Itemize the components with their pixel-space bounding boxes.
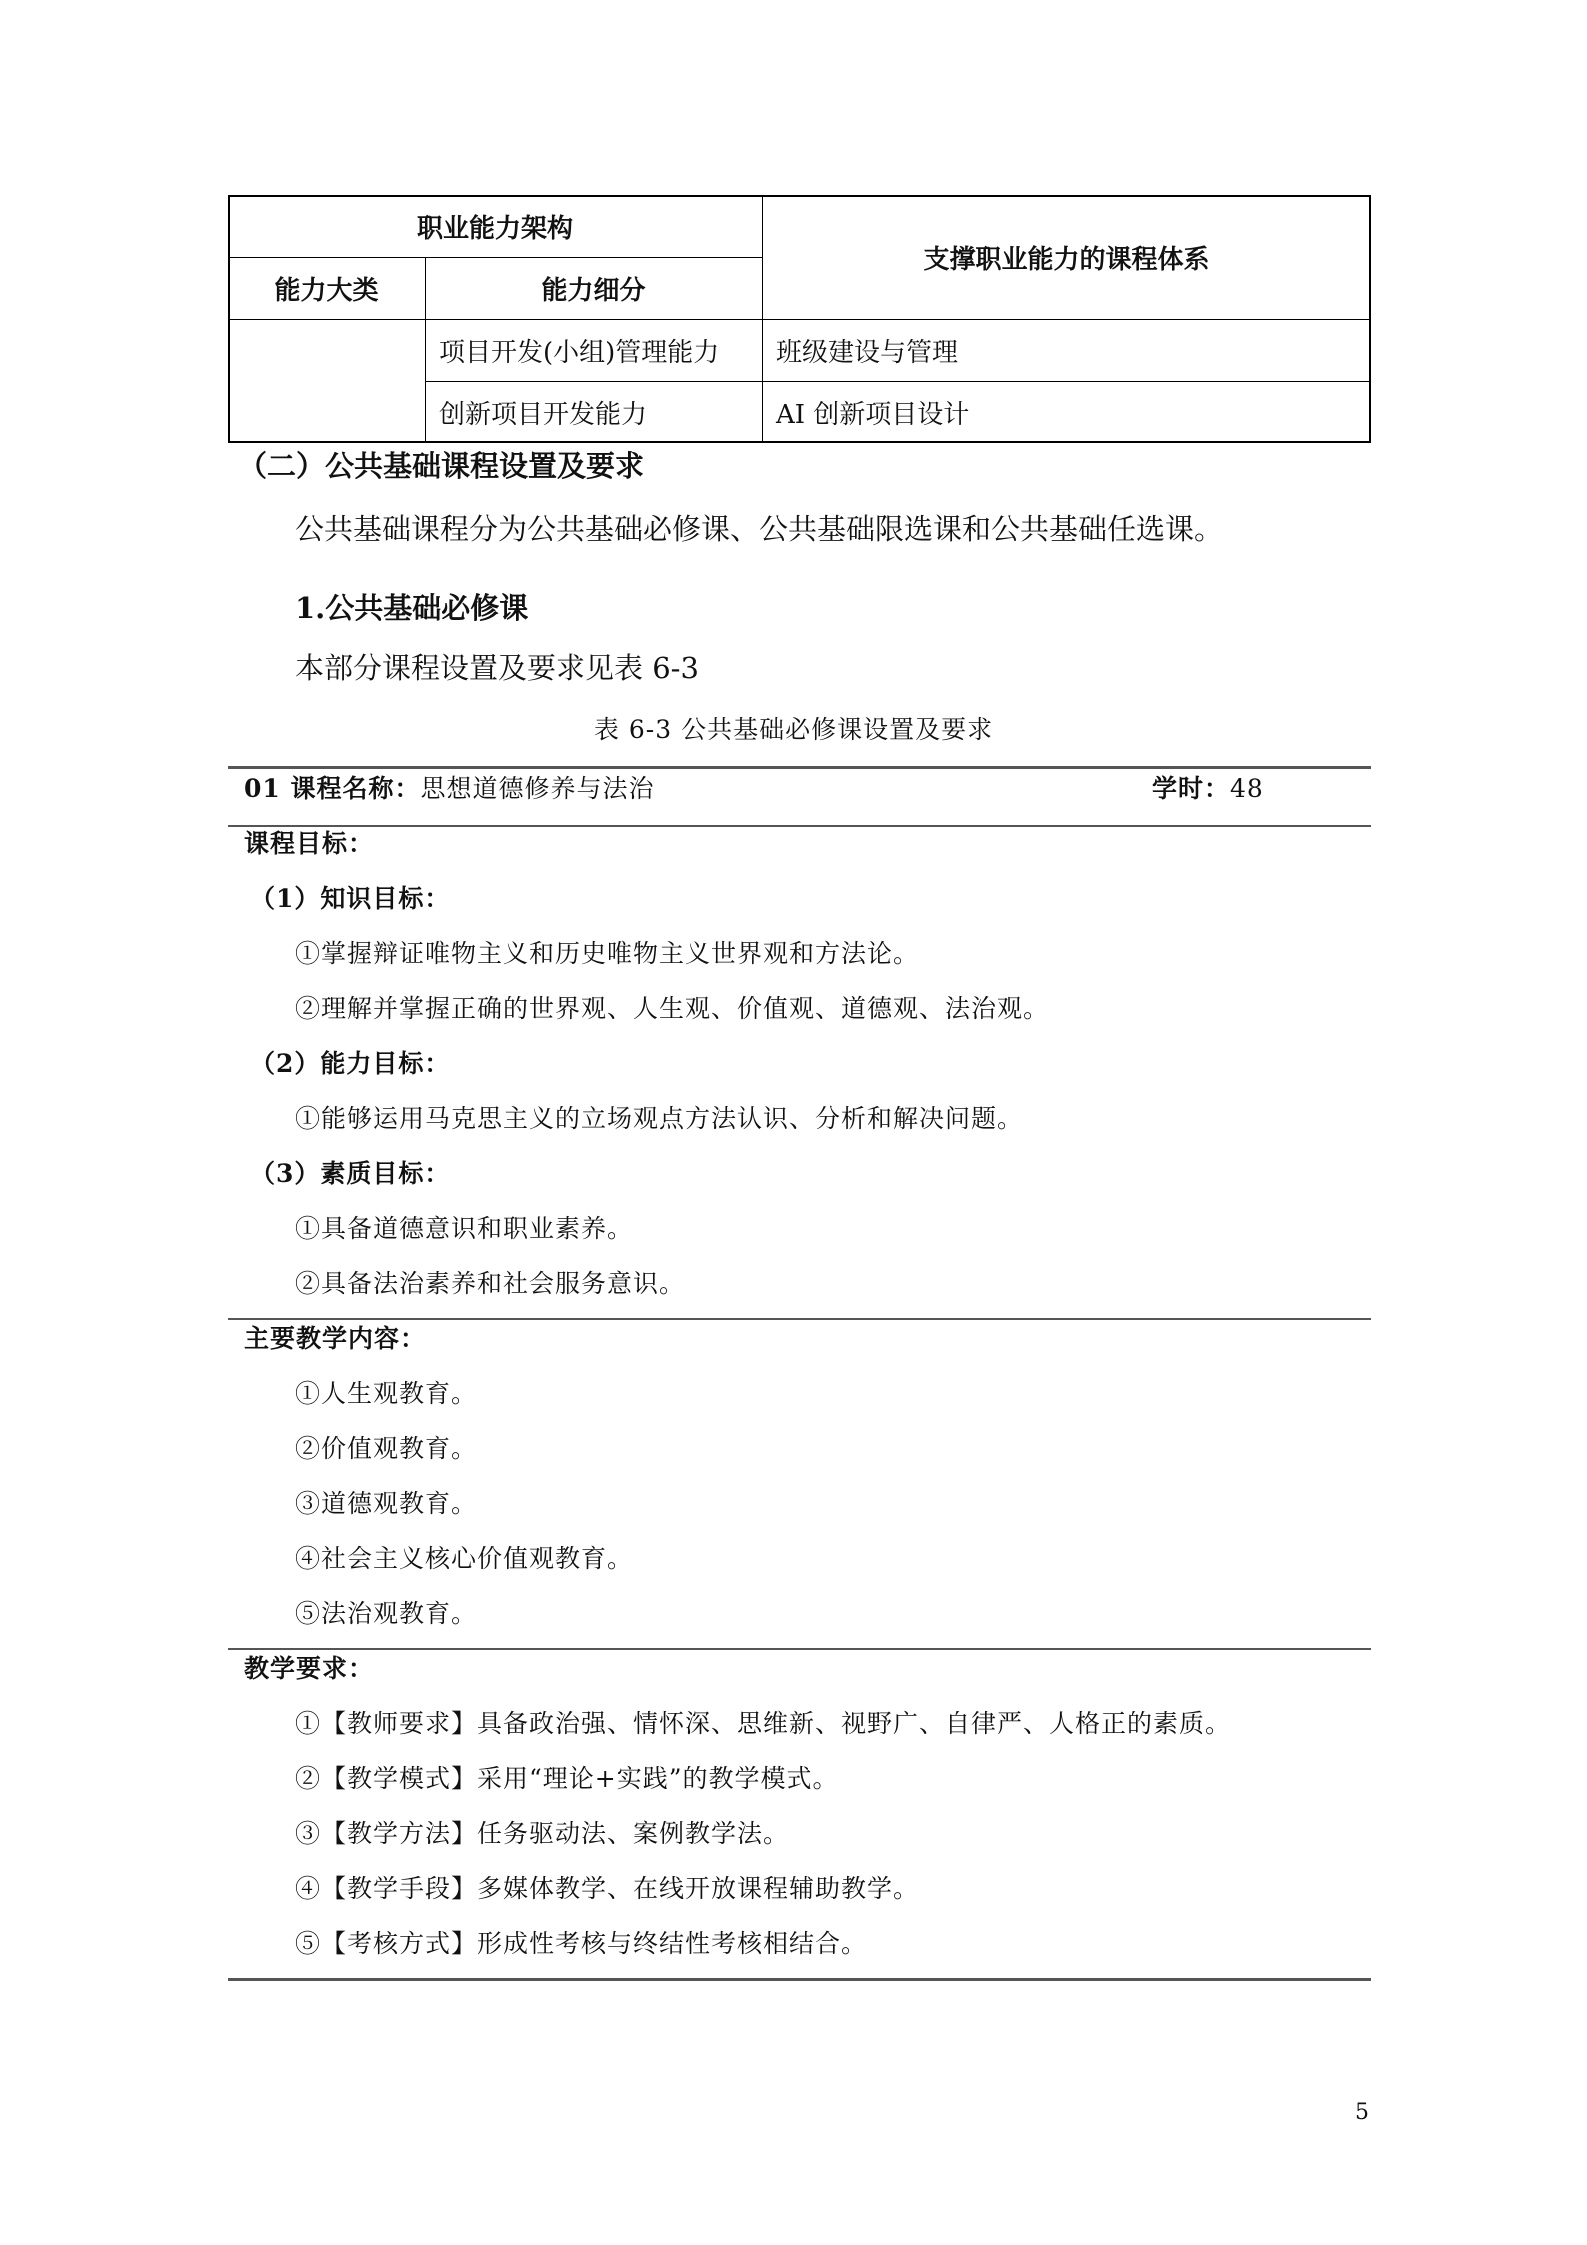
table-reference: 本部分课程设置及要求见表 6-3 bbox=[295, 651, 699, 685]
table-cell-course: AI 创新项目设计 bbox=[776, 399, 970, 430]
header-course-cell: 支撑职业能力的课程体系 bbox=[923, 244, 1210, 275]
table-cell-detail: 项目开发(小组)管理能力 bbox=[439, 337, 720, 368]
page-number: 5 bbox=[1355, 2100, 1369, 2125]
list-item: ②【教学模式】采用“理论+实践”的教学模式。 bbox=[295, 1764, 839, 1793]
sub-heading: 1.公共基础必修课 bbox=[295, 591, 529, 625]
table-cell-detail: 创新项目开发能力 bbox=[439, 399, 648, 430]
course-table-rule bbox=[228, 1648, 1371, 1650]
header-group-cell: 职业能力架构 bbox=[416, 213, 573, 244]
knowledge-label: （1）知识目标： bbox=[250, 884, 451, 913]
list-item: ④【教学手段】多媒体教学、在线开放课程辅助教学。 bbox=[295, 1874, 920, 1903]
list-item: ①具备道德意识和职业素养。 bbox=[295, 1214, 634, 1243]
ability-label: （2）能力目标： bbox=[250, 1049, 451, 1078]
list-item: ④社会主义核心价值观教育。 bbox=[295, 1544, 634, 1573]
course-table-rule bbox=[228, 825, 1371, 827]
list-item: ①掌握辩证唯物主义和历史唯物主义世界观和方法论。 bbox=[295, 939, 920, 968]
list-item: ③【教学方法】任务驱动法、案例教学法。 bbox=[295, 1819, 790, 1848]
list-item: ⑤法治观教育。 bbox=[295, 1599, 478, 1628]
course-hours-row bbox=[1152, 772, 1264, 806]
list-item: ①【教师要求】具备政治强、情怀深、思维新、视野广、自律严、人格正的素质。 bbox=[295, 1709, 1232, 1738]
course-table-bottom-rule bbox=[228, 1978, 1371, 1981]
intro-paragraph: 公共基础课程分为公共基础必修课、公共基础限选课和公共基础任选课。 bbox=[295, 512, 1224, 546]
requirements-label: 教学要求： bbox=[244, 1654, 375, 1683]
table-cell-course: 班级建设与管理 bbox=[776, 337, 959, 368]
course-name-row bbox=[244, 772, 655, 806]
course-table-rule bbox=[228, 1318, 1371, 1320]
course-name: 思想道德修养与法治 bbox=[420, 774, 655, 803]
list-item: ①人生观教育。 bbox=[295, 1379, 478, 1408]
objectives-label: 课程目标： bbox=[244, 829, 375, 858]
list-item: ②理解并掌握正确的世界观、人生观、价值观、道德观、法治观。 bbox=[295, 994, 1050, 1023]
header-category-cell: 能力大类 bbox=[274, 275, 379, 306]
quality-label: （3）素质目标： bbox=[250, 1159, 451, 1188]
section-heading: （二）公共基础课程设置及要求 bbox=[238, 449, 645, 483]
table-caption: 表 6-3 公共基础必修课设置及要求 bbox=[593, 715, 994, 744]
list-item: ③道德观教育。 bbox=[295, 1489, 478, 1518]
list-item: ①能够运用马克思主义的立场观点方法认识、分析和解决问题。 bbox=[295, 1104, 1024, 1133]
list-item: ②价值观教育。 bbox=[295, 1434, 478, 1463]
course-hours-label: 学时： bbox=[1152, 774, 1231, 803]
course-table-top-rule bbox=[228, 766, 1371, 769]
ability-table bbox=[228, 195, 1371, 443]
list-item: ②具备法治素养和社会服务意识。 bbox=[295, 1269, 686, 1298]
header-detail-cell: 能力细分 bbox=[541, 275, 646, 306]
course-hours: 48 bbox=[1230, 774, 1264, 803]
course-name-label: 01 课程名称： bbox=[244, 774, 421, 803]
content-label: 主要教学内容： bbox=[244, 1324, 427, 1353]
list-item: ⑤【考核方式】形成性考核与终结性考核相结合。 bbox=[295, 1929, 868, 1958]
